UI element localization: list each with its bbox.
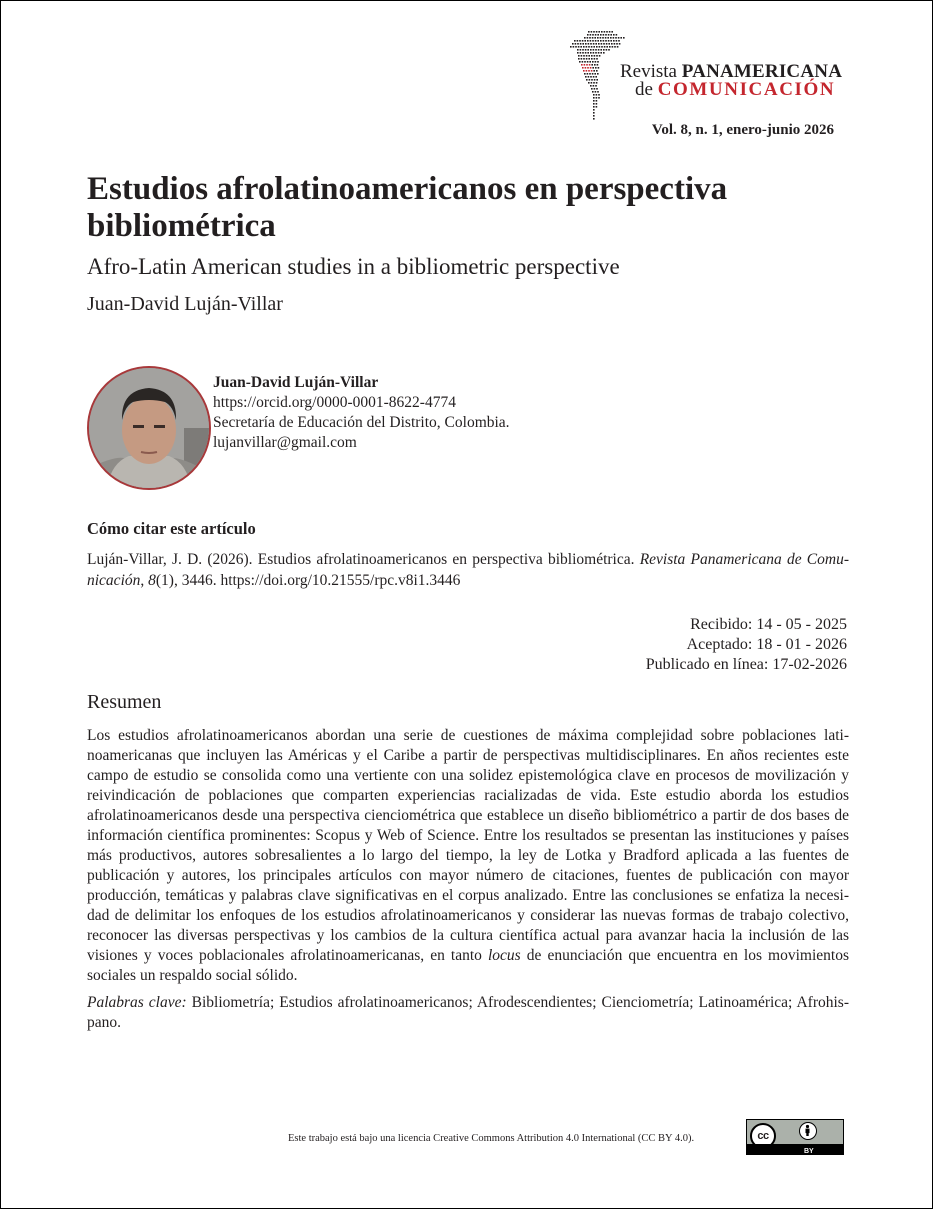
author-portrait-icon (89, 368, 209, 488)
article-dates (646, 615, 847, 675)
license-text: Este trabajo está bajo una licencia Creative Commons Attribution 4.0 International (CC BY 4.0). (288, 1133, 695, 1144)
date-received: Recibido: 14 - 05 - 2025 (690, 616, 847, 633)
author-card (213, 373, 510, 453)
article-author: Juan-David Luján-Villar (87, 293, 283, 315)
cc-by-badge[interactable] (746, 1119, 844, 1155)
article-subtitle: Afro-Latin American studies in a bibliometric perspective (87, 254, 620, 279)
logo-panamericana: PANAMERICANA (681, 61, 843, 82)
citation-doi[interactable]: (1), 3446. https://doi.org/10.21555/rpc.v8i1.3446 (155, 572, 461, 589)
citation-journal: Revista Panamericana de Comu-nicación (87, 551, 849, 589)
volume-info: Vol. 8, n. 1, enero-junio 2026 (651, 122, 834, 138)
badge-bar (747, 1144, 843, 1154)
article-title: Estudios afrolatinoamericanos en perspectiva bibliométrica (87, 171, 728, 244)
abstract-text (87, 726, 849, 986)
logo-revista: Revista (620, 61, 677, 82)
keywords-label: Palabras clave: (87, 994, 187, 1011)
author-orcid-link[interactable]: https://orcid.org/0000-0001-8622-4774 (213, 394, 456, 411)
abstract-italic-term: locus (488, 947, 521, 964)
citation-text (87, 549, 849, 591)
citation-heading: Cómo citar este artículo (87, 519, 256, 538)
citation-reference: Luján-Villar, J. D. (2026). Estudios afrolatinoamericanos en perspectiva bibliométrica. (87, 551, 640, 568)
abstract-ending: de enunciación que encuentra en los movimientos sociales un respaldo social sólido. (87, 947, 849, 984)
logo-de: de (635, 79, 653, 100)
cc-icon: cc (750, 1123, 776, 1149)
keywords-list: Bibliometría; Estudios afrolatinoamericanos; Afrodescendientes; Cienciometría; Latinoamérica; Afrohis-pano. (87, 994, 849, 1031)
citation-volume: 8 (148, 572, 156, 589)
logo-comunicacion: COMUNICACIÓN (657, 79, 836, 100)
date-accepted: Aceptado: 18 - 01 - 2026 (686, 636, 847, 653)
attribution-person-icon (799, 1122, 817, 1140)
author-email-link[interactable]: lujanvillar@gmail.com (213, 434, 357, 451)
journal-logo (567, 29, 847, 124)
logo-line-2 (635, 79, 835, 101)
author-affiliation: Secretaría de Educación del Distrito, Colombia. (213, 414, 510, 431)
citation-comma: , (140, 572, 149, 589)
by-label: BY (804, 1148, 814, 1155)
author-photo (87, 366, 211, 490)
date-published: Publicado en línea: 17-02-2026 (645, 656, 847, 673)
abstract-heading: Resumen (87, 691, 162, 713)
keywords (87, 993, 849, 1033)
abstract-body: Los estudios afrolatinoamericanos abordan una serie de cuestiones de máxima complejidad sobre poblaciones lati-noamericanas que incluyen las Américas y el Caribe a partir de perspectivas multidisciplinares. En años recientes este campo de estudio se consolida como una vertiente con una solidez epistemológica clave en procesos de movilización y reivindicación de poblaciones que comparten experiencias racializadas de vida. Este estudio aborda los estudios afrolatinoamericanos desde una perspectiva cienciométrica que establece un diseño bibliométrico a partir de dos bases de información científica prominentes: Scopus y Web of Science. Entre los resultados se presentan las instituciones y países más productivos, autores sobresalientes a lo largo del tiempo, la ley de Lotka y Bradford aplicada a las fuentes de publicación y autores, los principales artículos con mayor número de citaciones, fuentes de publicación con mayor producción, temáticas y palabras clave significativas en el corpus analizado. Entre las conclusiones se enfatiza la necesi-dad de delimitar los enfoques de los estudios afrolatinoamericanos y considerar las nuevas formas de trabajo colectivo, reconocer las diversas perspectivas y los cambios de la cultura científica actual para avanzar hacia la inclusión de las visiones y voces poblacionales afrolatinoamericanas, en tanto (87, 727, 849, 964)
author-card-name: Juan-David Luján-Villar (213, 374, 379, 391)
